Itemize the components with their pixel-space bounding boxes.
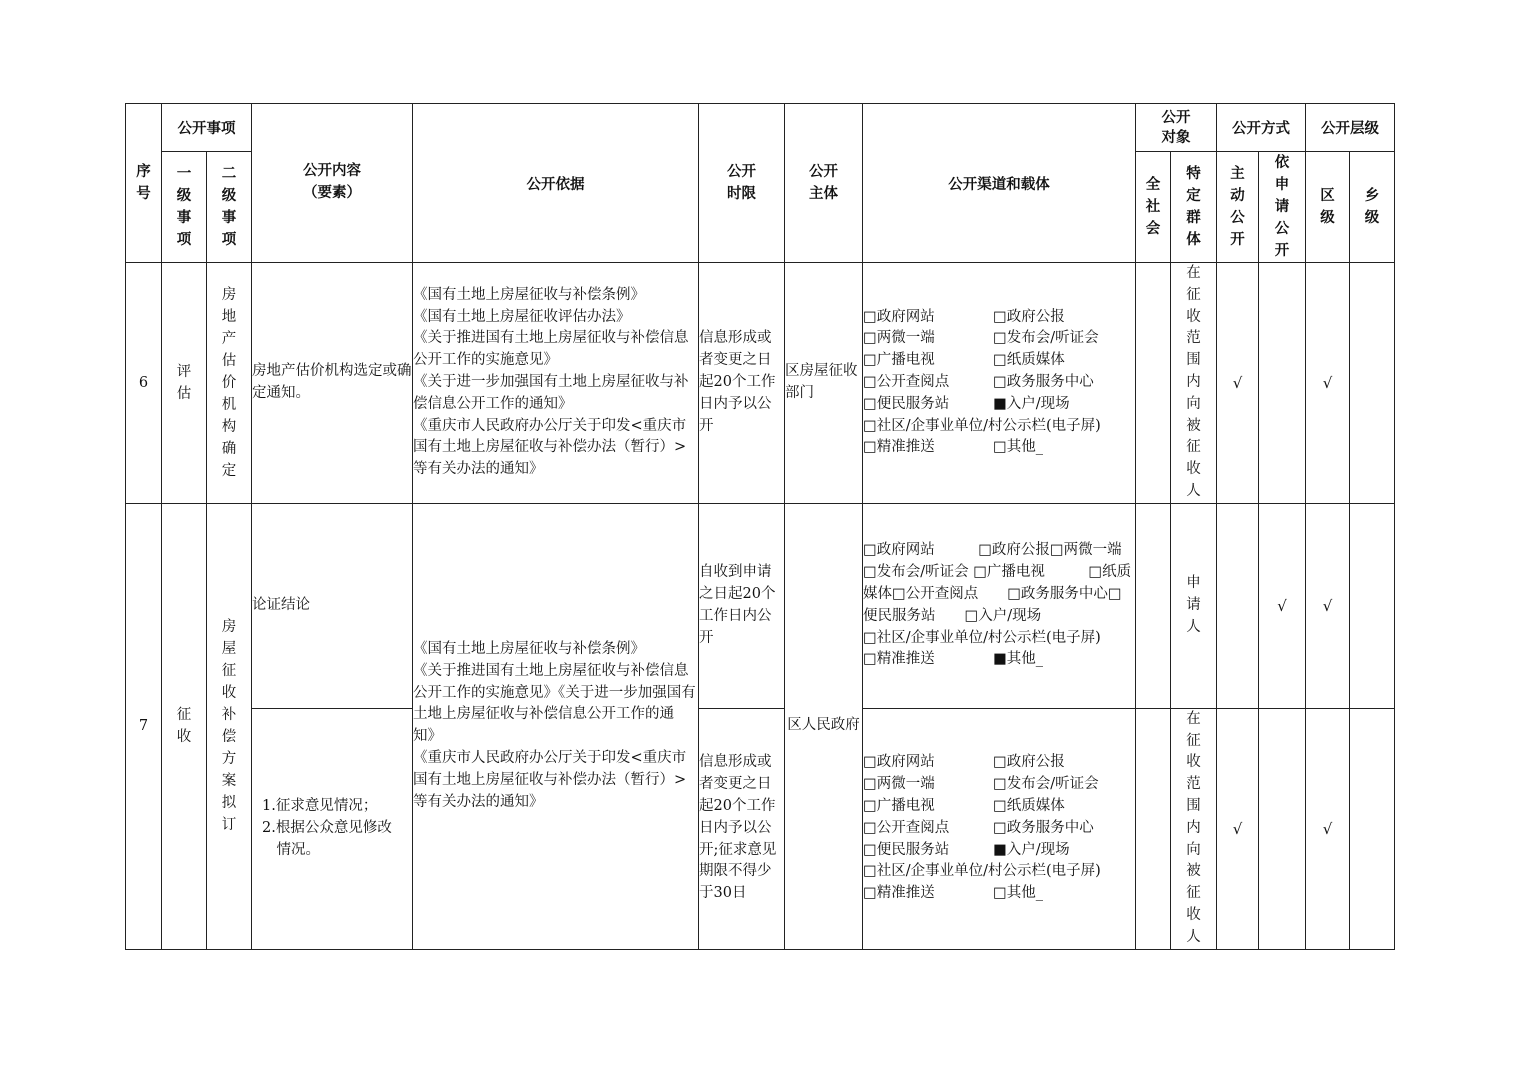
row7b-township <box>1350 708 1395 949</box>
row6-channel-service-center: □政务服务中心 <box>993 373 1094 390</box>
header-whole-society <box>1136 152 1171 263</box>
row6-level2 <box>207 263 252 504</box>
row6-channel-press-conference: □发布会/听证会 <box>993 330 1099 347</box>
row7a-channel-targeted-push: □精准推送 <box>863 651 935 668</box>
row7b-channel-bulletin-board: □社区/企事业单位/村公示栏(电子屏) <box>863 863 1101 880</box>
row6-level2-text: 房地产估价机构确定 <box>221 286 237 479</box>
row7a-time-limit: 自收到申请之日起20个工作日内公开 <box>699 503 785 708</box>
header-district <box>1306 152 1350 263</box>
row7b-channel-wechat-weibo: □两微一端 <box>863 776 935 793</box>
row7b-channels <box>863 708 1136 949</box>
table-row <box>126 708 1395 949</box>
row6-subject: 区房屋征收部门 <box>785 263 863 504</box>
row6-level1-text: 评估 <box>176 363 192 402</box>
row6-whole-society <box>1136 263 1171 504</box>
row6-district-check: √ <box>1306 263 1350 504</box>
header-level1 <box>162 152 207 263</box>
header-district-text: 区级 <box>1320 188 1335 226</box>
header-township-text: 乡级 <box>1364 188 1380 226</box>
row6-channel-service-station: □便民服务站 <box>863 395 950 412</box>
header-target-text: 公开对象 <box>1161 109 1191 146</box>
header-time-limit <box>699 104 785 263</box>
row7a-on-request-check: √ <box>1259 503 1306 708</box>
row7-level1-text: 征收 <box>176 707 192 746</box>
row6-channel-gov-gazette: □政府公报 <box>993 308 1065 325</box>
row7-level2 <box>207 503 252 949</box>
row6-level1 <box>162 263 207 504</box>
header-subject-text: 公开主体 <box>809 164 838 202</box>
row7b-channel-gov-gazette: □政府公报 <box>993 754 1065 771</box>
row7b-district-check: √ <box>1306 708 1350 949</box>
row6-channel-targeted-push: □精准推送 <box>863 439 935 456</box>
row7a-channel-other: ■其他_ <box>993 651 1043 668</box>
header-matter: 公开事项 <box>162 104 252 152</box>
row6-channel-print-media: □纸质媒体 <box>993 352 1065 369</box>
row7a-whole-society <box>1136 503 1171 708</box>
header-subject <box>785 104 863 263</box>
row7b-channel-door-to-door: ■入户/现场 <box>993 841 1070 858</box>
header-active <box>1217 152 1259 263</box>
header-content: 公开内容 （要素） <box>252 104 413 263</box>
header-level: 公开层级 <box>1306 104 1395 152</box>
row6-channel-bulletin-board: □社区/企事业单位/村公示栏(电子屏) <box>863 417 1101 434</box>
header-target <box>1136 104 1217 152</box>
row7b-whole-society <box>1136 708 1171 949</box>
row6-content: 房地产估价机构选定或确定通知。 <box>252 263 413 504</box>
row7a-channels <box>863 503 1166 708</box>
row6-channel-reading-point: □公开查阅点 <box>863 373 950 390</box>
row6-channel-gov-website: □政府网站 <box>863 308 935 325</box>
row7b-channel-service-station: □便民服务站 <box>863 841 950 858</box>
header-specific-group <box>1171 152 1217 263</box>
row7b-specific-group <box>1171 708 1217 949</box>
row7-level2-text: 房屋征收补偿方案拟订 <box>221 619 237 834</box>
row7b-time-limit: 信息形成或者变更之日起20个工作日内予以公开;征求意见期限不得少于30日 <box>699 708 785 949</box>
header-seq <box>126 104 162 263</box>
header-level2-text: 二级事项 <box>221 166 237 248</box>
header-time-limit-text: 公开时限 <box>727 164 756 202</box>
row7a-township <box>1350 503 1395 708</box>
row6-township <box>1350 263 1395 504</box>
header-township <box>1350 152 1395 263</box>
header-channels: 公开渠道和载体 <box>863 104 1136 263</box>
row6-seq: 6 <box>126 263 162 504</box>
header-on-request-text: 依申请公开 <box>1274 155 1290 259</box>
header-level1-text: 一级事项 <box>176 166 192 248</box>
header-method: 公开方式 <box>1217 104 1306 152</box>
row6-active-check: √ <box>1217 263 1259 504</box>
row7b-channel-print-media: □纸质媒体 <box>993 797 1065 814</box>
row7a-channel-text: □政府网站 □政府公报□两微一端 □发布会/听证会 □广播电视 □纸质媒体□公开查阅点 □政务服务中心□便民服务站 □入户/现场 <box>863 542 1166 624</box>
row7b-content: 1.征求意见情况； 2.根据公众意见修改 情况。 <box>252 708 413 949</box>
row6-specific-group-text: 在征收范围内向被征收人 <box>1186 265 1201 499</box>
row6-channel-wechat-weibo: □两微一端 <box>863 330 935 347</box>
row7-basis: 《国有土地上房屋征收与补偿条例》 《关于推进国有土地上房屋征收与补偿信息公开工作的实施意见》《关于进一步加强国有土地上房屋征收与补偿信息公开工作的通知》 《重庆市人民政府办公厅关于印发<重庆市国有土地上房屋征收与补偿办法（暂行）>等有关办法的通知》 <box>413 503 699 949</box>
row7a-active <box>1217 503 1259 708</box>
row6-channel-broadcast-tv: □广播电视 <box>863 352 935 369</box>
header-on-request <box>1259 152 1306 263</box>
row7b-active-check: √ <box>1217 708 1259 949</box>
row7b-channel-broadcast-tv: □广播电视 <box>863 797 935 814</box>
row7a-content: 论证结论 <box>252 503 413 708</box>
header-seq-text: 序号 <box>136 164 151 202</box>
row7-subject: 区人民政府 <box>785 503 863 949</box>
row7b-channel-targeted-push: □精准推送 <box>863 885 935 902</box>
table-row <box>126 263 1395 504</box>
header-basis: 公开依据 <box>413 104 699 263</box>
row7a-district-check: √ <box>1306 503 1350 708</box>
row7b-channel-gov-website: □政府网站 <box>863 754 935 771</box>
row7b-specific-group-text: 在征收范围内向被征收人 <box>1186 710 1201 945</box>
row7-seq: 7 <box>126 503 162 949</box>
row7a-specific-group <box>1171 503 1217 708</box>
row7a-channel-bulletin-board: □社区/企事业单位/村公示栏(电子屏) <box>863 629 1101 646</box>
row6-channel-other: □其他_ <box>993 439 1043 456</box>
disclosure-table <box>125 103 1395 950</box>
header-active-text: 主动公开 <box>1230 166 1245 248</box>
row6-time-limit: 信息形成或者变更之日起20个工作日内予以公开 <box>699 263 785 504</box>
row7b-channel-press-conference: □发布会/听证会 <box>993 776 1099 793</box>
row7b-channel-reading-point: □公开查阅点 <box>863 819 950 836</box>
row6-basis: 《国有土地上房屋征收与补偿条例》 《国有土地上房屋征收评估办法》 《关于推进国有土地上房屋征收与补偿信息公开工作的实施意见》 《关于进一步加强国有土地上房屋征收与补偿信息公开工作的通知》 《重庆市人民政府办公厅关于印发<重庆市国有土地上房屋征收与补偿办法（暂行）>等有关办法的通知》 <box>413 263 699 504</box>
row6-channel-door-to-door: ■入户/现场 <box>993 395 1070 412</box>
header-specific-group-text: 特定群体 <box>1186 166 1201 248</box>
row7b-channel-service-center: □政务服务中心 <box>993 819 1094 836</box>
row7b-on-request <box>1259 708 1306 949</box>
row7-level1 <box>162 503 207 949</box>
row6-channels <box>863 263 1136 504</box>
table-row <box>126 503 1395 708</box>
row6-specific-group <box>1171 263 1217 504</box>
header-level2 <box>207 152 252 263</box>
row7b-channel-other: □其他_ <box>993 885 1043 902</box>
row7a-specific-group-text: 申请人 <box>1186 575 1201 635</box>
header-whole-society-text: 全社会 <box>1145 177 1161 237</box>
row6-on-request <box>1259 263 1306 504</box>
